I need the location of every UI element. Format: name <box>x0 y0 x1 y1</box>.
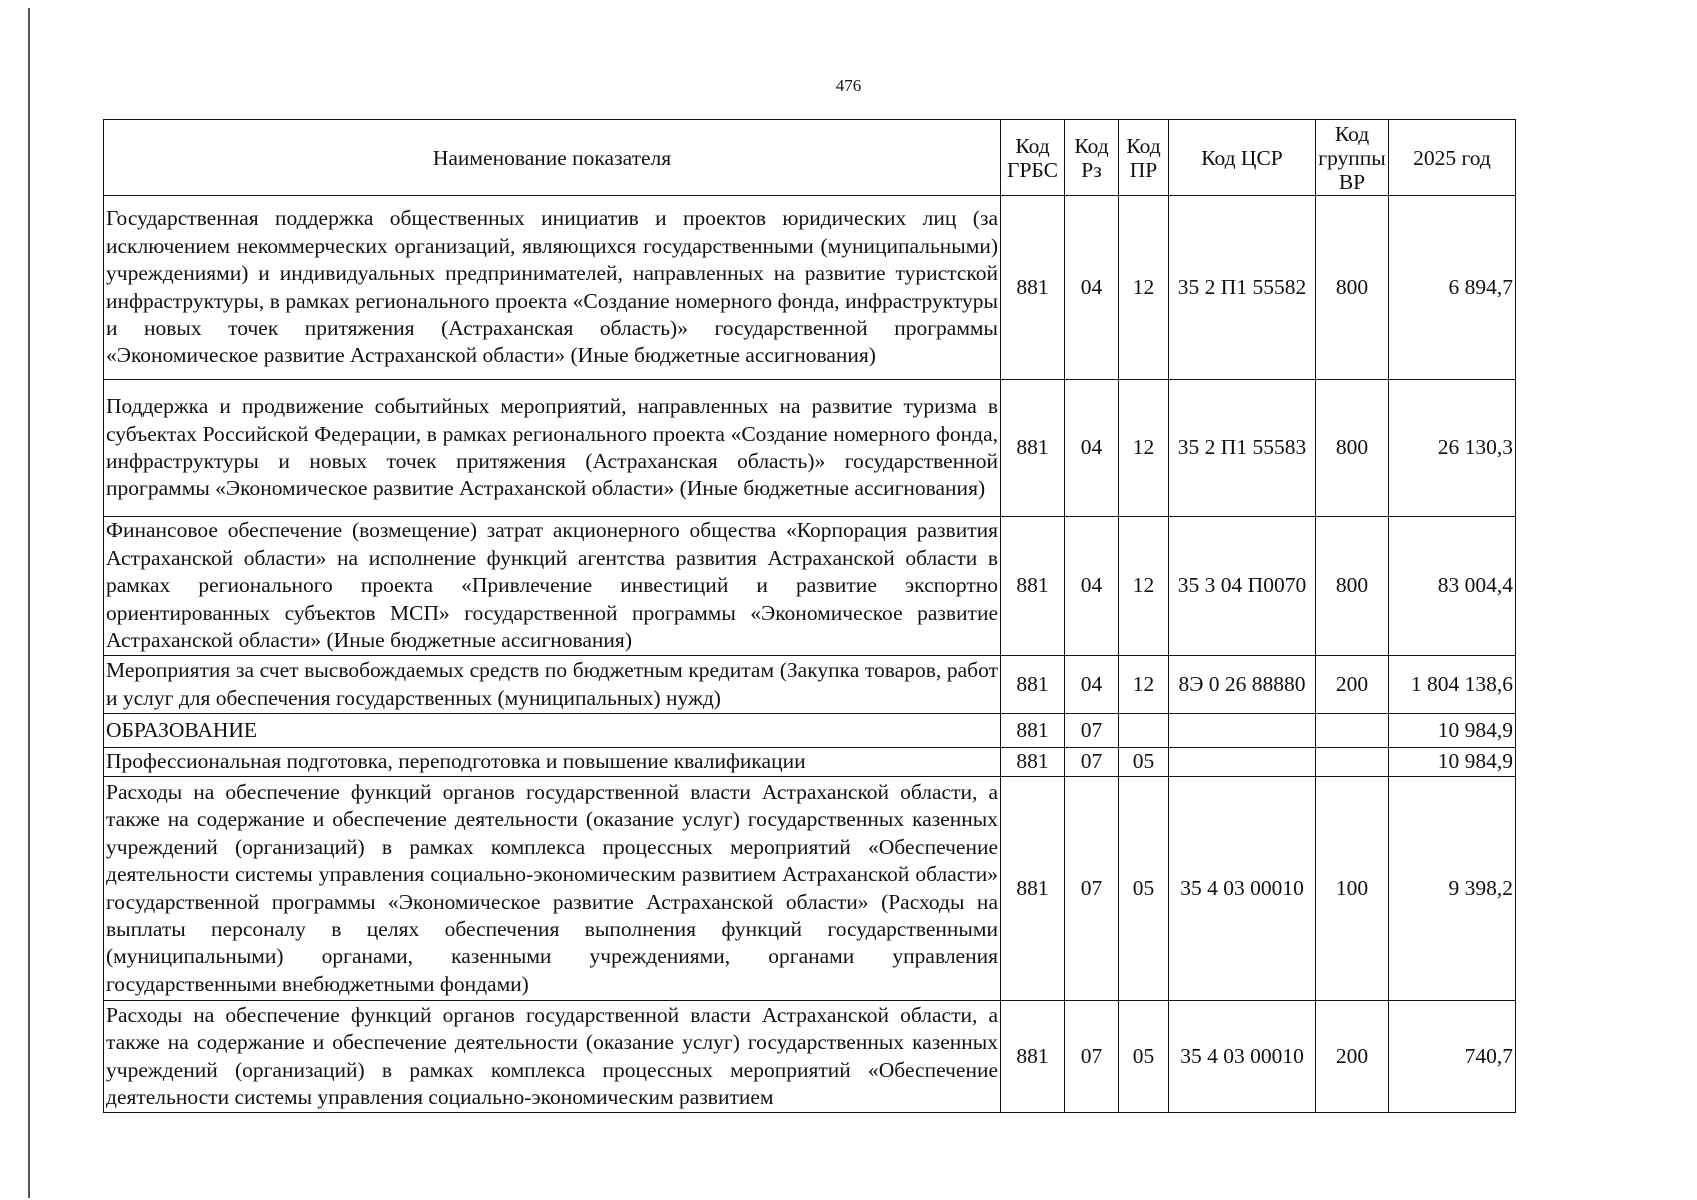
row-pr: 12 <box>1119 656 1169 714</box>
row-rz: 07 <box>1065 748 1119 777</box>
row-grbs: 881 <box>1001 380 1065 517</box>
row-vr <box>1316 748 1389 777</box>
row-rz: 04 <box>1065 656 1119 714</box>
header-pr: Код ПР <box>1119 120 1169 196</box>
row-pr <box>1119 714 1169 748</box>
row-csr: 35 2 П1 55583 <box>1169 380 1316 517</box>
row-amount: 83 004,4 <box>1389 517 1516 656</box>
row-name: Расходы на обеспечение функций органов государственной власти Астраханской области, а также на содержание и обеспечение деятельности (оказание услуг) государственных казенных учреждений (организаций) в рамках комплекса процессных мероприятий «Обеспечение деятельности системы управления социально-экономическим развитием Астраханской области» государственной программы «Экономическое развитие Астраханской области» (Расходы на выплаты персоналу в целях обеспечения выполнения функций государственными (муниципальными) органами, казенными учреждениями, органами управления государственными внебюджетными фондами) <box>104 777 1001 1001</box>
row-name: Мероприятия за счет высвобождаемых средств по бюджетным кредитам (Закупка товаров, работ и услуг для обеспечения государственных (муниципальных) нужд) <box>104 656 1001 714</box>
row-csr <box>1169 748 1316 777</box>
row-name: Государственная поддержка общественных инициатив и проектов юридических лиц (за исключением некоммерческих организаций, являющихся государственными (муниципальными) учреждениями) и индивидуальных предпринимателей, направленных на развитие туристской инфраструктуры, в рамках регионального проекта «Создание номерного фонда, инфраструктуры и новых точек притяжения (Астраханская область)» государственной программы «Экономическое развитие Астраханской области» (Иные бюджетные ассигнования) <box>104 196 1001 380</box>
header-year: 2025 год <box>1389 120 1516 196</box>
row-csr: 35 4 03 00010 <box>1169 777 1316 1001</box>
row-grbs: 881 <box>1001 714 1065 748</box>
row-grbs: 881 <box>1001 656 1065 714</box>
row-vr: 200 <box>1316 656 1389 714</box>
row-pr: 05 <box>1119 748 1169 777</box>
row-vr <box>1316 714 1389 748</box>
table-header-row <box>104 120 1516 196</box>
row-name: Профессиональная подготовка, переподготовка и повышение квалификации <box>104 748 1001 777</box>
row-amount: 6 894,7 <box>1389 196 1516 380</box>
page-number: 476 <box>835 76 862 95</box>
row-name: Поддержка и продвижение событийных мероприятий, направленных на развитие туризма в субъектах Российской Федерации, в рамках регионального проекта «Создание номерного фонда, инфраструктуры и новых точек притяжения (Астраханская область)» государственной программы «Экономическое развитие Астраханской области» (Иные бюджетные ассигнования) <box>104 380 1001 517</box>
row-pr: 12 <box>1119 196 1169 380</box>
budget-table <box>103 119 1516 1113</box>
table-row <box>104 196 1516 380</box>
row-vr: 100 <box>1316 777 1389 1001</box>
row-amount: 9 398,2 <box>1389 777 1516 1001</box>
row-rz: 04 <box>1065 380 1119 517</box>
row-name: ОБРАЗОВАНИЕ <box>104 714 1001 748</box>
table-row <box>104 1001 1516 1113</box>
header-vr: Код группы ВР <box>1316 120 1389 196</box>
row-amount: 1 804 138,6 <box>1389 656 1516 714</box>
page-left-edge <box>28 8 30 1198</box>
row-grbs: 881 <box>1001 748 1065 777</box>
row-grbs: 881 <box>1001 1001 1065 1113</box>
row-rz: 04 <box>1065 196 1119 380</box>
row-name: Финансовое обеспечение (возмещение) затрат акционерного общества «Корпорация развития Астраханской области» на исполнение функций агентства развития Астраханской области в рамках регионального проекта «Привлечение инвестиций и развитие экспортно ориентированных субъектов МСП» государственной программы «Экономическое развитие Астраханской области» (Иные бюджетные ассигнования) <box>104 517 1001 656</box>
header-rz: Код Рз <box>1065 120 1119 196</box>
row-vr: 800 <box>1316 517 1389 656</box>
row-name: Расходы на обеспечение функций органов государственной власти Астраханской области, а также на содержание и обеспечение деятельности (оказание услуг) государственных казенных учреждений (организаций) в рамках комплекса процессных мероприятий «Обеспечение деятельности системы управления социально-экономическим развитием <box>104 1001 1001 1113</box>
row-pr: 05 <box>1119 777 1169 1001</box>
table-row <box>104 748 1516 777</box>
row-amount: 10 984,9 <box>1389 714 1516 748</box>
table-row <box>104 714 1516 748</box>
table-row <box>104 656 1516 714</box>
table-row <box>104 380 1516 517</box>
row-amount: 26 130,3 <box>1389 380 1516 517</box>
row-pr: 12 <box>1119 380 1169 517</box>
row-pr: 12 <box>1119 517 1169 656</box>
row-csr: 35 3 04 П0070 <box>1169 517 1316 656</box>
header-name: Наименование показателя <box>104 120 1001 196</box>
row-csr: 35 2 П1 55582 <box>1169 196 1316 380</box>
row-grbs: 881 <box>1001 196 1065 380</box>
row-grbs: 881 <box>1001 777 1065 1001</box>
row-csr: 8Э 0 26 88880 <box>1169 656 1316 714</box>
table-row <box>104 517 1516 656</box>
row-vr: 200 <box>1316 1001 1389 1113</box>
row-rz: 07 <box>1065 714 1119 748</box>
header-grbs: Код ГРБС <box>1001 120 1065 196</box>
row-csr <box>1169 714 1316 748</box>
table-row <box>104 777 1516 1001</box>
row-vr: 800 <box>1316 196 1389 380</box>
row-amount: 10 984,9 <box>1389 748 1516 777</box>
row-rz: 07 <box>1065 1001 1119 1113</box>
row-csr: 35 4 03 00010 <box>1169 1001 1316 1113</box>
row-rz: 07 <box>1065 777 1119 1001</box>
header-csr: Код ЦСР <box>1169 120 1316 196</box>
row-grbs: 881 <box>1001 517 1065 656</box>
row-pr: 05 <box>1119 1001 1169 1113</box>
row-amount: 740,7 <box>1389 1001 1516 1113</box>
row-rz: 04 <box>1065 517 1119 656</box>
row-vr: 800 <box>1316 380 1389 517</box>
